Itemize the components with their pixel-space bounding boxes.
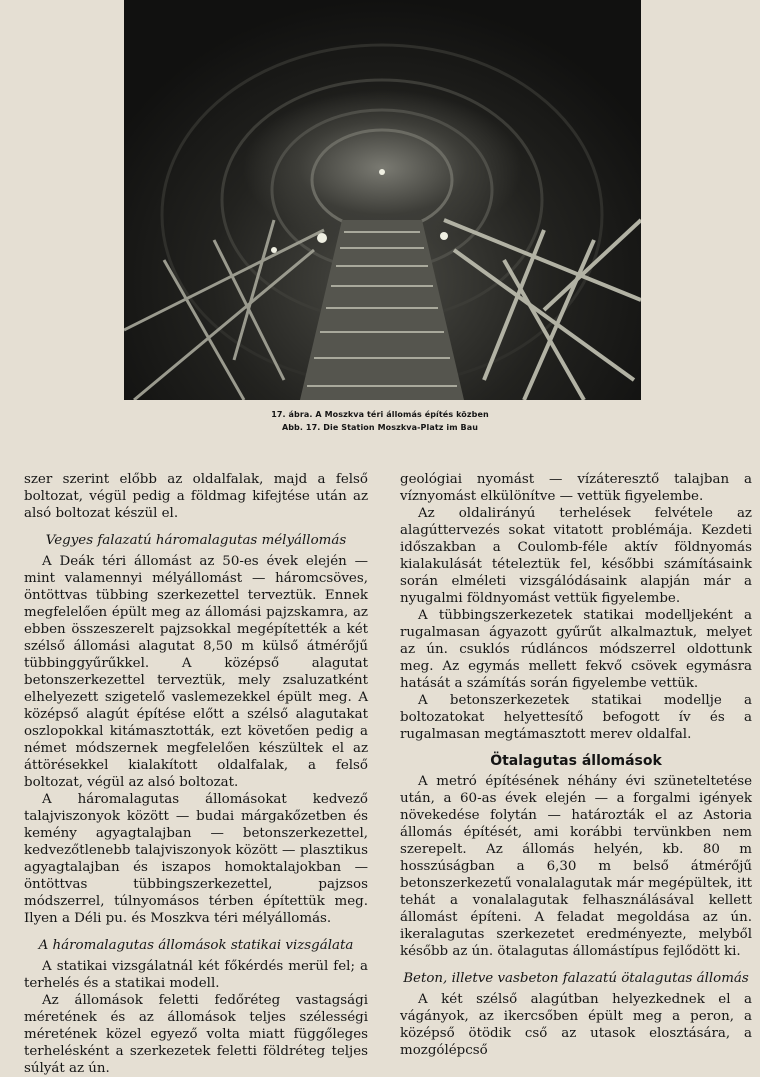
station-construction-photo [124, 0, 641, 400]
paragraph: Az oldalirányú terhelések felvétele az alagúttervezés sokat vitatott problémája. Kezdeti időszakban a Coulomb-féle aktív földnyomás kialakulását tételeztük fel, későbbi számításaink során elméleti vizsgálódásaink alapján már a nyugalmi földnyomást vettük figyelembe. [400, 506, 752, 606]
section-subheading: Vegyes falazatú háromalagutas mélyállomás [45, 533, 347, 548]
paragraph: Az állomások feletti fedőréteg vastagsági méretének és az állomások teljes szélességi méretének közel egyező volta miatt függőleges terhelésként a szerkezetek feletti földréteg teljes súlyát az ún. [24, 993, 368, 1076]
paragraph: A Deák téri állomást az 50-es évek elején — mint valamennyi mélyállomást — háromcsöves, öntöttvas tübbing szerkezettel terveztük. Ennek megfelelően épült meg az állomási pajzskamra, az ebben összeszerelt pajzsokkal megépítették a két szélső állomási alagutat 8,50 m külső átmérőjű tübbinggyűrűkkel. A középső alagutat betonszerkezettel terveztük, mely zsaluzatként elhelyezett szigetelő vaslemezekkel épült meg. A középső alagút építése előtt a szélső alagutakat oszlopokkal kitámasztották, ezt követően pedig a német módszernek megfelelően készültek el az áttörésekkel kialakított oldalfalak, a felső boltozat, végül az alsó boltozat. [24, 554, 368, 790]
paragraph: A két szélső alagútban helyezkednek el a vágányok, az ikercsőben épült meg a peron, a középső ötödik cső az utasok elosztására, a mozgólépcső [400, 992, 752, 1058]
paragraph: geológiai nyomást — vízáteresztő talajban a víznyomást elkülönítve — vettük figyelembe. [400, 472, 752, 504]
paragraph: A metró építésének néhány évi szüneteltetése után, a 60-as évek elején — a forgalmi igények növekedése folytán — határozták el az Astoria állomás építését, ami korábbi tervünkben nem szerepelt. Az állomás helyén, kb. 80 m hosszúságban a 6,30 m belső átmérőjű betonszerkezetű vonalalagutak már megépültek, itt tehát a vonalalagutak felhasználásával kellett állomást építeni. A feladat megoldása az ún. ikeralagutas szerkezetet eredményezte, melyből később az ún. ötalagutas állomástípus fejlődött ki. [400, 774, 752, 959]
paragraph: A tübbingszerkezetek statikai modelljeként a rugalmasan ágyazott gyűrűt alkalmaztuk, melyet az ún. csuklós rúdláncos módszerrel oldottunk meg. Az egymás mellett fekvő csövek egymásra hatását a számítás során figyelembe vettük. [400, 608, 752, 691]
figure-caption-hungarian: 17. ábra. A Moszkva téri állomás építés közben [271, 410, 489, 419]
figure-caption-german: Abb. 17. Die Station Moszkva-Platz im Bau [281, 423, 479, 432]
right-column [400, 471, 752, 1059]
section-subheading: A háromalagutas állomások statikai vizsgálata [38, 938, 354, 953]
paragraph: A statikai vizsgálatnál két főkérdés merül fel; a terhelés és a statikai modell. [24, 959, 368, 991]
section-heading: Ötalagutas állomások [490, 753, 662, 769]
left-column [24, 471, 368, 1077]
paragraph: szer szerint előbb az oldalfalak, majd a felső boltozat, végül pedig a földmag kifejtése után az alsó boltozat készül el. [24, 472, 368, 521]
paragraph: A betonszerkezetek statikai modellje a boltozatokat helyettesítő befogott ív és a rugalmasan megtámasztott merev oldalfal. [400, 693, 752, 742]
section-subheading: Beton, illetve vasbeton falazatú ötalagutas állomás [403, 971, 749, 986]
paragraph: A háromalagutas állomásokat kedvező talajviszonyok között — budai márgakőzetben és kemény agyagtalajban — betonszerkezettel, kedvezőtlenebb talajviszonyok között — plasztikus agyagtalajban és iszapos homoktalajokban — öntöttvas tübbingszerkezettel, pajzsos módszerrel, túlnyomásos térben építettük meg. Ilyen a Déli pu. és Moszkva téri mélyállomás. [24, 792, 368, 926]
